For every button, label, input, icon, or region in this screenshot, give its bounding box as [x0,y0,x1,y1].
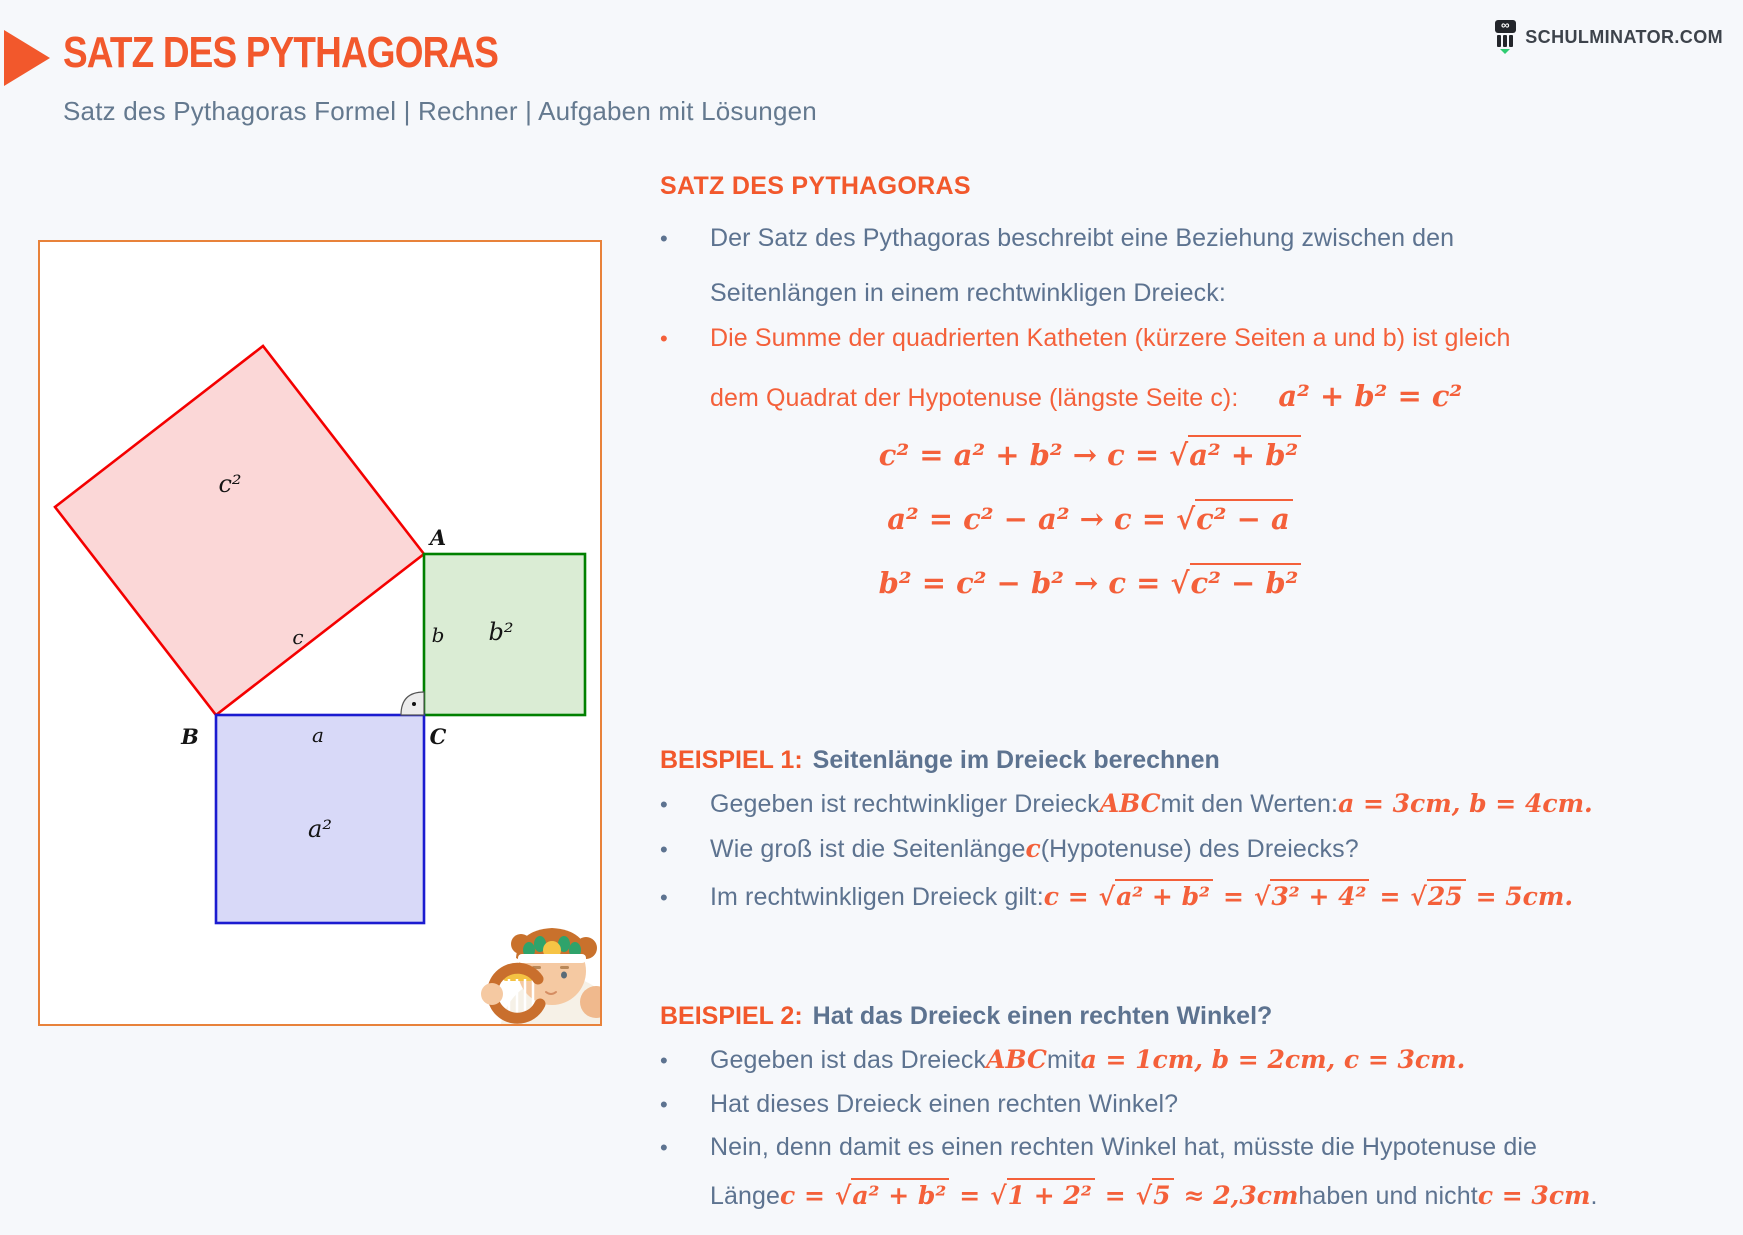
formula-2-lhs: a² = c² − a² → c = [887,502,1167,536]
b1-b2-text-2: (Hypotenuse) des Dreiecks? [1040,835,1359,863]
b2-b1-math-2: a = 1cm, b = 2cm, c = 3cm. [1080,1045,1466,1074]
b2-b3-math-2: ≈ 2,3cm [1183,1181,1299,1210]
b1-b2-text-1: Wie groß ist die Seitenlänge [710,835,1026,863]
label-side-b: b [431,623,445,647]
beispiel-2-bullet-3-line-1 [660,1133,1537,1162]
b2-b1-math-1: ABC [986,1045,1047,1074]
brand-name: SCHULMINATOR.COM [1525,26,1723,47]
sqrt-sign: √ [1169,438,1189,472]
intro-bullet-2-line-2 [660,379,1462,413]
bullet-dot: • [660,326,668,351]
label-c-squared: c² [218,470,242,498]
sqrt-sign: √ [1135,1181,1153,1210]
intro-bullet-1-text: Der Satz des Pythagoras beschreibt eine Beziehung zwischen den [710,224,1455,252]
intro-bullet-1-line-1 [660,224,1454,253]
column-bars-icon [1497,35,1513,47]
b1-b3-math-1: c = [1043,882,1089,911]
b2-b1-text-2: mit [1046,1046,1081,1074]
header-arrow-icon [4,30,50,86]
radicand: c² − a [1195,499,1293,536]
b1-b2-math-1: c [1025,834,1041,863]
sqrt-sign: √ [1253,882,1271,911]
b2-b2-text: Hat dieses Dreieck einen rechten Winkel? [710,1090,1179,1118]
bullet-dot: • [660,792,668,817]
page-title: SATZ DES PYTHAGORAS [63,28,499,77]
formula-line-2 [660,502,1520,536]
radicand: c² − b² [1190,563,1302,600]
section-heading-text: SATZ DES PYTHAGORAS [660,172,971,200]
formula-line-3 [660,566,1520,600]
label-side-a: a [312,723,324,747]
label-b-squared: b² [488,618,514,646]
b2-b3-math-1: c = [780,1181,825,1210]
radicand: 3² + 4² [1270,879,1369,911]
sqrt-sign: √ [1098,882,1116,911]
bullet-dot: • [660,1135,668,1160]
intro-bullet-2-text: Die Summe der quadrierten Katheten (kürzere Seiten a und b) ist gleich [710,324,1511,352]
beispiel-1-label: BEISPIEL 1: [660,746,803,774]
b2-b3-text-3: haben und nicht [1298,1182,1478,1210]
intro-bullet-2-text-2: dem Quadrat der Hypotenuse (längste Seite c): [710,384,1239,412]
beispiel-1-heading [660,746,1220,775]
b1-b1-text-2: mit den Werten: [1160,790,1339,818]
bullet-dot: • [660,1048,668,1073]
label-side-c: c [292,625,304,649]
beispiel-2-bullet-2 [660,1090,1178,1119]
formula-3-lhs: b² = c² − b² → c = [878,566,1161,600]
equals: = [1223,882,1244,911]
pythagoras-main-formula: a² + b² = c² [1278,379,1463,413]
b1-b3-text-1: Im rechtwinkligen Dreieck gilt: [710,883,1044,911]
label-vertex-b: B [181,724,199,749]
radicand: 5 [1152,1178,1173,1210]
equals: = [1104,1181,1126,1210]
beispiel-1-title: Seitenlänge im Dreieck berechnen [812,746,1220,774]
radicand: 25 [1427,879,1466,911]
bullet-dot: • [660,837,668,862]
b1-b1-text-1: Gegeben ist rechtwinkliger Dreieck [710,790,1100,818]
brand-logo[interactable] [1494,20,1723,54]
beispiel-2-bullet-3-line-2 [660,1178,1598,1211]
bullet-dot: • [660,1092,668,1117]
radicand: a² + b² [851,1178,949,1210]
sqrt-sign: √ [834,1181,852,1210]
sqrt-sign: √ [990,1181,1007,1210]
pythagoras-figure-box [38,240,602,1026]
equals: = [1379,882,1401,911]
b2-b3-text-2: Länge [710,1182,781,1210]
beispiel-2-heading [660,1002,1272,1031]
sqrt-sign: √ [1410,882,1427,911]
schulminator-column-icon [1494,20,1516,54]
green-triangle-icon [1500,49,1510,54]
beispiel-1-bullet-1 [660,789,1593,819]
label-a-squared: a² [308,815,332,843]
b2-b3-text-1: Nein, denn damit es einen rechten Winkel hat, müsste die Hypotenuse die [710,1133,1538,1161]
page-subtitle: Satz des Pythagoras Formel | Rechner | Aufgaben mit Lösungen [63,96,817,126]
right-angle-dot [412,702,416,706]
owl-glasses-icon: ∞ [1495,20,1516,33]
label-vertex-c: C [429,724,447,749]
square-c2 [55,346,424,715]
radicand: 1 + 2² [1007,1178,1095,1210]
radicand: a² + b² [1115,879,1213,911]
beispiel-2-label: BEISPIEL 2: [660,1002,803,1030]
beispiel-2-title: Hat das Dreieck einen rechten Winkel? [812,1002,1273,1030]
pythagoras-diagram [40,242,600,1024]
bullet-dot: • [660,226,668,251]
equals: = [959,1181,981,1210]
beispiel-1-bullet-3 [660,879,1573,912]
bullet-dot: • [660,885,668,910]
label-vertex-a: A [429,525,447,550]
sqrt-sign: √ [1176,502,1196,536]
b1-b3-math-2: = 5cm. [1475,882,1574,911]
radicand: a² + b² [1188,435,1301,472]
intro-bullet-1-line-2 [660,279,1226,308]
b2-b3-math-3: c = 3cm [1477,1181,1591,1210]
b1-b1-math-1: ABC [1099,789,1161,818]
formula-1-lhs: c² = a² + b² → c = [878,438,1160,472]
intro-bullet-2-line-1 [660,324,1510,353]
formula-line-1 [660,438,1520,472]
b2-b1-text-1: Gegeben ist das Dreieck [710,1046,987,1074]
section-heading-satz [660,172,971,201]
b1-b1-math-2: a = 3cm, b = 4cm. [1338,789,1593,818]
beispiel-1-bullet-2 [660,834,1359,864]
beispiel-2-bullet-1 [660,1045,1465,1075]
intro-bullet-1-text-2: Seitenlängen in einem rechtwinkligen Dreieck: [710,279,1226,307]
b2-b3-text-4: . [1590,1182,1598,1210]
sqrt-sign: √ [1170,566,1190,600]
pythagoras-mascot-illustration [481,928,600,1024]
